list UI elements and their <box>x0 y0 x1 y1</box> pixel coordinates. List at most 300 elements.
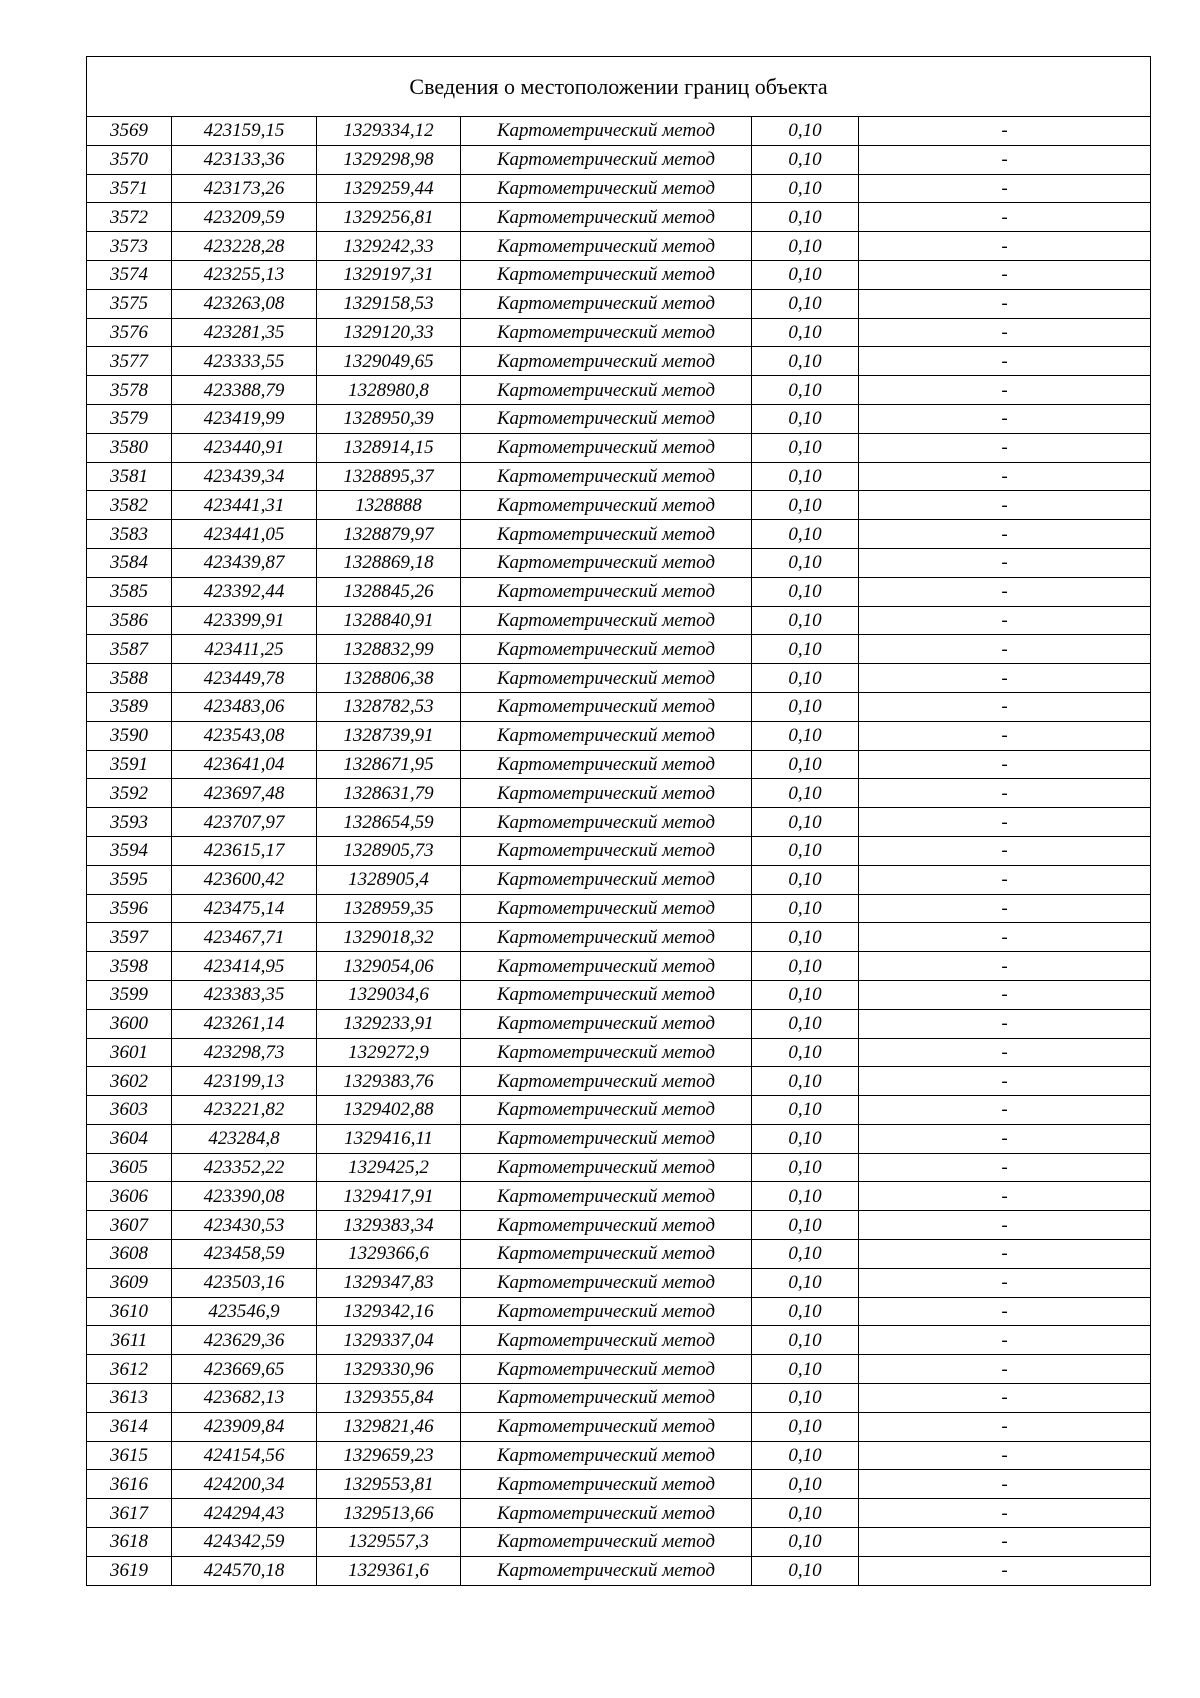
y-coordinate-cell: 1328840,91 <box>317 606 461 635</box>
precision-cell: 0,10 <box>752 1326 859 1355</box>
method-cell: Картометрический метод <box>461 1412 752 1441</box>
precision-cell: 0,10 <box>752 1009 859 1038</box>
description-cell: - <box>859 145 1151 174</box>
x-coordinate-cell: 423629,36 <box>172 1326 317 1355</box>
table-row <box>87 1441 1151 1470</box>
method-cell: Картометрический метод <box>461 577 752 606</box>
method-cell: Картометрический метод <box>461 433 752 462</box>
description-cell: - <box>859 548 1151 577</box>
table-row <box>87 1384 1151 1413</box>
precision-cell: 0,10 <box>752 606 859 635</box>
table-row <box>87 145 1151 174</box>
description-cell: - <box>859 1211 1151 1240</box>
table-row <box>87 577 1151 606</box>
method-cell: Картометрический метод <box>461 1384 752 1413</box>
table-row <box>87 1499 1151 1528</box>
table-row <box>87 721 1151 750</box>
x-coordinate-cell: 423483,06 <box>172 692 317 721</box>
x-coordinate-cell: 423707,97 <box>172 808 317 837</box>
precision-cell: 0,10 <box>752 260 859 289</box>
precision-cell: 0,10 <box>752 664 859 693</box>
x-coordinate-cell: 423414,95 <box>172 952 317 981</box>
description-cell: - <box>859 952 1151 981</box>
y-coordinate-cell: 1328845,26 <box>317 577 461 606</box>
table-title-row <box>87 57 1151 117</box>
table-row <box>87 491 1151 520</box>
boundary-coordinates-table <box>86 56 1151 1586</box>
point-number-cell: 3601 <box>87 1038 172 1067</box>
precision-cell: 0,10 <box>752 1038 859 1067</box>
table-row <box>87 1528 1151 1557</box>
point-number-cell: 3590 <box>87 721 172 750</box>
description-cell: - <box>859 117 1151 146</box>
y-coordinate-cell: 1328914,15 <box>317 433 461 462</box>
method-cell: Картометрический метод <box>461 491 752 520</box>
description-cell: - <box>859 1268 1151 1297</box>
x-coordinate-cell: 423383,35 <box>172 980 317 1009</box>
description-cell: - <box>859 1556 1151 1585</box>
description-cell: - <box>859 232 1151 261</box>
table-row <box>87 232 1151 261</box>
table-row <box>87 808 1151 837</box>
y-coordinate-cell: 1328895,37 <box>317 462 461 491</box>
y-coordinate-cell: 1329342,16 <box>317 1297 461 1326</box>
precision-cell: 0,10 <box>752 289 859 318</box>
description-cell: - <box>859 923 1151 952</box>
method-cell: Картометрический метод <box>461 376 752 405</box>
y-coordinate-cell: 1328782,53 <box>317 692 461 721</box>
y-coordinate-cell: 1329417,91 <box>317 1182 461 1211</box>
y-coordinate-cell: 1328950,39 <box>317 404 461 433</box>
table-row <box>87 548 1151 577</box>
x-coordinate-cell: 423503,16 <box>172 1268 317 1297</box>
x-coordinate-cell: 423390,08 <box>172 1182 317 1211</box>
point-number-cell: 3603 <box>87 1096 172 1125</box>
y-coordinate-cell: 1329334,12 <box>317 117 461 146</box>
table-row <box>87 779 1151 808</box>
method-cell: Картометрический метод <box>461 1153 752 1182</box>
point-number-cell: 3605 <box>87 1153 172 1182</box>
x-coordinate-cell: 423399,91 <box>172 606 317 635</box>
method-cell: Картометрический метод <box>461 635 752 664</box>
x-coordinate-cell: 423199,13 <box>172 1067 317 1096</box>
y-coordinate-cell: 1329347,83 <box>317 1268 461 1297</box>
precision-cell: 0,10 <box>752 491 859 520</box>
table-row <box>87 1326 1151 1355</box>
method-cell: Картометрический метод <box>461 1499 752 1528</box>
y-coordinate-cell: 1329330,96 <box>317 1355 461 1384</box>
point-number-cell: 3598 <box>87 952 172 981</box>
method-cell: Картометрический метод <box>461 692 752 721</box>
method-cell: Картометрический метод <box>461 145 752 174</box>
x-coordinate-cell: 423467,71 <box>172 923 317 952</box>
point-number-cell: 3573 <box>87 232 172 261</box>
x-coordinate-cell: 423261,14 <box>172 1009 317 1038</box>
x-coordinate-cell: 423263,08 <box>172 289 317 318</box>
method-cell: Картометрический метод <box>461 232 752 261</box>
point-number-cell: 3613 <box>87 1384 172 1413</box>
point-number-cell: 3584 <box>87 548 172 577</box>
precision-cell: 0,10 <box>752 980 859 1009</box>
description-cell: - <box>859 1153 1151 1182</box>
table-row <box>87 865 1151 894</box>
precision-cell: 0,10 <box>752 1297 859 1326</box>
point-number-cell: 3600 <box>87 1009 172 1038</box>
table-row <box>87 836 1151 865</box>
y-coordinate-cell: 1328959,35 <box>317 894 461 923</box>
y-coordinate-cell: 1329034,6 <box>317 980 461 1009</box>
point-number-cell: 3576 <box>87 318 172 347</box>
description-cell: - <box>859 1499 1151 1528</box>
x-coordinate-cell: 423298,73 <box>172 1038 317 1067</box>
method-cell: Картометрический метод <box>461 1067 752 1096</box>
precision-cell: 0,10 <box>752 203 859 232</box>
table-row <box>87 635 1151 664</box>
y-coordinate-cell: 1329259,44 <box>317 174 461 203</box>
point-number-cell: 3608 <box>87 1240 172 1269</box>
x-coordinate-cell: 423546,9 <box>172 1297 317 1326</box>
description-cell: - <box>859 318 1151 347</box>
x-coordinate-cell: 423449,78 <box>172 664 317 693</box>
description-cell: - <box>859 1326 1151 1355</box>
x-coordinate-cell: 423352,22 <box>172 1153 317 1182</box>
point-number-cell: 3609 <box>87 1268 172 1297</box>
y-coordinate-cell: 1329233,91 <box>317 1009 461 1038</box>
x-coordinate-cell: 423909,84 <box>172 1412 317 1441</box>
x-coordinate-cell: 423209,59 <box>172 203 317 232</box>
description-cell: - <box>859 1528 1151 1557</box>
method-cell: Картометрический метод <box>461 174 752 203</box>
point-number-cell: 3580 <box>87 433 172 462</box>
x-coordinate-cell: 424570,18 <box>172 1556 317 1585</box>
y-coordinate-cell: 1328905,4 <box>317 865 461 894</box>
method-cell: Картометрический метод <box>461 318 752 347</box>
precision-cell: 0,10 <box>752 577 859 606</box>
description-cell: - <box>859 289 1151 318</box>
precision-cell: 0,10 <box>752 232 859 261</box>
point-number-cell: 3579 <box>87 404 172 433</box>
point-number-cell: 3611 <box>87 1326 172 1355</box>
precision-cell: 0,10 <box>752 635 859 664</box>
table-row <box>87 1412 1151 1441</box>
description-cell: - <box>859 1240 1151 1269</box>
point-number-cell: 3581 <box>87 462 172 491</box>
table-row <box>87 433 1151 462</box>
table-row <box>87 980 1151 1009</box>
point-number-cell: 3607 <box>87 1211 172 1240</box>
method-cell: Картометрический метод <box>461 1182 752 1211</box>
point-number-cell: 3592 <box>87 779 172 808</box>
x-coordinate-cell: 423133,36 <box>172 145 317 174</box>
description-cell: - <box>859 462 1151 491</box>
method-cell: Картометрический метод <box>461 1441 752 1470</box>
precision-cell: 0,10 <box>752 1355 859 1384</box>
y-coordinate-cell: 1329361,6 <box>317 1556 461 1585</box>
y-coordinate-cell: 1328888 <box>317 491 461 520</box>
description-cell: - <box>859 1355 1151 1384</box>
precision-cell: 0,10 <box>752 1499 859 1528</box>
table-row <box>87 318 1151 347</box>
y-coordinate-cell: 1328869,18 <box>317 548 461 577</box>
method-cell: Картометрический метод <box>461 404 752 433</box>
precision-cell: 0,10 <box>752 779 859 808</box>
x-coordinate-cell: 423439,34 <box>172 462 317 491</box>
point-number-cell: 3583 <box>87 520 172 549</box>
point-number-cell: 3574 <box>87 260 172 289</box>
y-coordinate-cell: 1328806,38 <box>317 664 461 693</box>
table-row <box>87 894 1151 923</box>
point-number-cell: 3610 <box>87 1297 172 1326</box>
point-number-cell: 3571 <box>87 174 172 203</box>
x-coordinate-cell: 423159,15 <box>172 117 317 146</box>
x-coordinate-cell: 423475,14 <box>172 894 317 923</box>
point-number-cell: 3618 <box>87 1528 172 1557</box>
method-cell: Картометрический метод <box>461 1556 752 1585</box>
precision-cell: 0,10 <box>752 865 859 894</box>
description-cell: - <box>859 808 1151 837</box>
x-coordinate-cell: 423173,26 <box>172 174 317 203</box>
point-number-cell: 3604 <box>87 1124 172 1153</box>
method-cell: Картометрический метод <box>461 721 752 750</box>
precision-cell: 0,10 <box>752 692 859 721</box>
method-cell: Картометрический метод <box>461 664 752 693</box>
method-cell: Картометрический метод <box>461 1268 752 1297</box>
method-cell: Картометрический метод <box>461 1038 752 1067</box>
table-row <box>87 347 1151 376</box>
method-cell: Картометрический метод <box>461 1470 752 1499</box>
precision-cell: 0,10 <box>752 548 859 577</box>
point-number-cell: 3595 <box>87 865 172 894</box>
point-number-cell: 3614 <box>87 1412 172 1441</box>
table-row <box>87 1211 1151 1240</box>
y-coordinate-cell: 1329402,88 <box>317 1096 461 1125</box>
y-coordinate-cell: 1329416,11 <box>317 1124 461 1153</box>
y-coordinate-cell: 1329337,04 <box>317 1326 461 1355</box>
precision-cell: 0,10 <box>752 318 859 347</box>
table-row <box>87 1153 1151 1182</box>
y-coordinate-cell: 1328654,59 <box>317 808 461 837</box>
precision-cell: 0,10 <box>752 462 859 491</box>
description-cell: - <box>859 404 1151 433</box>
point-number-cell: 3612 <box>87 1355 172 1384</box>
table-row <box>87 174 1151 203</box>
precision-cell: 0,10 <box>752 894 859 923</box>
table-row <box>87 1355 1151 1384</box>
description-cell: - <box>859 664 1151 693</box>
y-coordinate-cell: 1329383,76 <box>317 1067 461 1096</box>
method-cell: Картометрический метод <box>461 980 752 1009</box>
y-coordinate-cell: 1328905,73 <box>317 836 461 865</box>
y-coordinate-cell: 1329425,2 <box>317 1153 461 1182</box>
method-cell: Картометрический метод <box>461 923 752 952</box>
description-cell: - <box>859 721 1151 750</box>
precision-cell: 0,10 <box>752 433 859 462</box>
table-row <box>87 260 1151 289</box>
precision-cell: 0,10 <box>752 404 859 433</box>
method-cell: Картометрический метод <box>461 347 752 376</box>
point-number-cell: 3606 <box>87 1182 172 1211</box>
precision-cell: 0,10 <box>752 174 859 203</box>
precision-cell: 0,10 <box>752 836 859 865</box>
description-cell: - <box>859 433 1151 462</box>
table-row <box>87 1009 1151 1038</box>
x-coordinate-cell: 423392,44 <box>172 577 317 606</box>
precision-cell: 0,10 <box>752 1528 859 1557</box>
point-number-cell: 3582 <box>87 491 172 520</box>
point-number-cell: 3593 <box>87 808 172 837</box>
description-cell: - <box>859 836 1151 865</box>
description-cell: - <box>859 692 1151 721</box>
description-cell: - <box>859 1038 1151 1067</box>
y-coordinate-cell: 1329557,3 <box>317 1528 461 1557</box>
y-coordinate-cell: 1329383,34 <box>317 1211 461 1240</box>
x-coordinate-cell: 423669,65 <box>172 1355 317 1384</box>
y-coordinate-cell: 1329366,6 <box>317 1240 461 1269</box>
method-cell: Картометрический метод <box>461 606 752 635</box>
point-number-cell: 3615 <box>87 1441 172 1470</box>
y-coordinate-cell: 1329120,33 <box>317 318 461 347</box>
precision-cell: 0,10 <box>752 1470 859 1499</box>
x-coordinate-cell: 423641,04 <box>172 750 317 779</box>
description-cell: - <box>859 1384 1151 1413</box>
point-number-cell: 3570 <box>87 145 172 174</box>
x-coordinate-cell: 423439,87 <box>172 548 317 577</box>
table-row <box>87 606 1151 635</box>
precision-cell: 0,10 <box>752 376 859 405</box>
description-cell: - <box>859 865 1151 894</box>
point-number-cell: 3602 <box>87 1067 172 1096</box>
y-coordinate-cell: 1329659,23 <box>317 1441 461 1470</box>
y-coordinate-cell: 1329256,81 <box>317 203 461 232</box>
table-row <box>87 117 1151 146</box>
method-cell: Картометрический метод <box>461 260 752 289</box>
precision-cell: 0,10 <box>752 117 859 146</box>
y-coordinate-cell: 1328832,99 <box>317 635 461 664</box>
table-row <box>87 750 1151 779</box>
method-cell: Картометрический метод <box>461 1355 752 1384</box>
description-cell: - <box>859 1182 1151 1211</box>
method-cell: Картометрический метод <box>461 865 752 894</box>
x-coordinate-cell: 423388,79 <box>172 376 317 405</box>
x-coordinate-cell: 423228,28 <box>172 232 317 261</box>
point-number-cell: 3619 <box>87 1556 172 1585</box>
precision-cell: 0,10 <box>752 721 859 750</box>
precision-cell: 0,10 <box>752 1268 859 1297</box>
x-coordinate-cell: 423430,53 <box>172 1211 317 1240</box>
description-cell: - <box>859 1297 1151 1326</box>
point-number-cell: 3617 <box>87 1499 172 1528</box>
table-row <box>87 1182 1151 1211</box>
description-cell: - <box>859 779 1151 808</box>
x-coordinate-cell: 423543,08 <box>172 721 317 750</box>
precision-cell: 0,10 <box>752 1240 859 1269</box>
method-cell: Картометрический метод <box>461 952 752 981</box>
description-cell: - <box>859 174 1151 203</box>
x-coordinate-cell: 423255,13 <box>172 260 317 289</box>
method-cell: Картометрический метод <box>461 750 752 779</box>
y-coordinate-cell: 1329049,65 <box>317 347 461 376</box>
table-row <box>87 1268 1151 1297</box>
x-coordinate-cell: 423600,42 <box>172 865 317 894</box>
table-row <box>87 203 1151 232</box>
table-row <box>87 952 1151 981</box>
description-cell: - <box>859 347 1151 376</box>
point-number-cell: 3591 <box>87 750 172 779</box>
description-cell: - <box>859 1096 1151 1125</box>
precision-cell: 0,10 <box>752 1384 859 1413</box>
point-number-cell: 3587 <box>87 635 172 664</box>
method-cell: Картометрический метод <box>461 1009 752 1038</box>
table-title: Сведения о местоположении границ объекта <box>87 57 1151 117</box>
x-coordinate-cell: 423697,48 <box>172 779 317 808</box>
table-row <box>87 1556 1151 1585</box>
point-number-cell: 3597 <box>87 923 172 952</box>
precision-cell: 0,10 <box>752 952 859 981</box>
description-cell: - <box>859 577 1151 606</box>
description-cell: - <box>859 520 1151 549</box>
point-number-cell: 3589 <box>87 692 172 721</box>
table-row <box>87 1096 1151 1125</box>
point-number-cell: 3575 <box>87 289 172 318</box>
point-number-cell: 3594 <box>87 836 172 865</box>
y-coordinate-cell: 1329513,66 <box>317 1499 461 1528</box>
x-coordinate-cell: 423441,31 <box>172 491 317 520</box>
method-cell: Картометрический метод <box>461 1326 752 1355</box>
point-number-cell: 3578 <box>87 376 172 405</box>
method-cell: Картометрический метод <box>461 117 752 146</box>
method-cell: Картометрический метод <box>461 1096 752 1125</box>
method-cell: Картометрический метод <box>461 836 752 865</box>
method-cell: Картометрический метод <box>461 520 752 549</box>
method-cell: Картометрический метод <box>461 779 752 808</box>
table-row <box>87 664 1151 693</box>
point-number-cell: 3569 <box>87 117 172 146</box>
description-cell: - <box>859 635 1151 664</box>
description-cell: - <box>859 1470 1151 1499</box>
precision-cell: 0,10 <box>752 145 859 174</box>
description-cell: - <box>859 1067 1151 1096</box>
description-cell: - <box>859 376 1151 405</box>
table-row <box>87 1124 1151 1153</box>
precision-cell: 0,10 <box>752 347 859 376</box>
precision-cell: 0,10 <box>752 1211 859 1240</box>
method-cell: Картометрический метод <box>461 894 752 923</box>
method-cell: Картометрический метод <box>461 1124 752 1153</box>
precision-cell: 0,10 <box>752 750 859 779</box>
precision-cell: 0,10 <box>752 1182 859 1211</box>
description-cell: - <box>859 894 1151 923</box>
x-coordinate-cell: 423615,17 <box>172 836 317 865</box>
table-row <box>87 692 1151 721</box>
x-coordinate-cell: 424294,43 <box>172 1499 317 1528</box>
table-body <box>87 57 1151 1586</box>
table-row <box>87 1297 1151 1326</box>
point-number-cell: 3596 <box>87 894 172 923</box>
y-coordinate-cell: 1329553,81 <box>317 1470 461 1499</box>
y-coordinate-cell: 1328980,8 <box>317 376 461 405</box>
x-coordinate-cell: 423221,82 <box>172 1096 317 1125</box>
y-coordinate-cell: 1328631,79 <box>317 779 461 808</box>
x-coordinate-cell: 423441,05 <box>172 520 317 549</box>
x-coordinate-cell: 423682,13 <box>172 1384 317 1413</box>
x-coordinate-cell: 423440,91 <box>172 433 317 462</box>
description-cell: - <box>859 1412 1151 1441</box>
x-coordinate-cell: 423458,59 <box>172 1240 317 1269</box>
table-row <box>87 1470 1151 1499</box>
y-coordinate-cell: 1329197,31 <box>317 260 461 289</box>
x-coordinate-cell: 424200,34 <box>172 1470 317 1499</box>
y-coordinate-cell: 1329018,32 <box>317 923 461 952</box>
